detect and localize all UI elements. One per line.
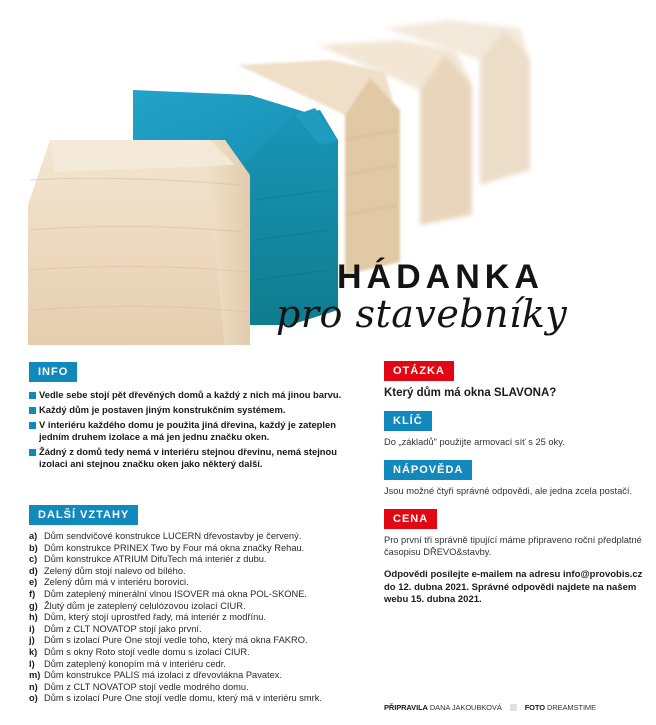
key-section [384,411,649,448]
relation-item: h) Dům, který stojí uprostřed řady, má interiér z modřínu. [29,612,266,623]
hint-label: NÁPOVĚDA [384,460,472,480]
relation-item: i) Dům z CLT NOVATOP stojí jako první. [29,623,202,634]
prize-label: CENA [384,509,437,529]
info-list [29,389,349,470]
info-item: Vedle sebe stojí pět dřevěných domů a každý z nich má jinou barvu. [29,389,349,401]
square-bullet-icon [29,407,36,414]
relation-item: d) Zelený dům stojí nalevo od bílého. [29,565,186,576]
submission-note: Odpovědi posílejte e-mailem na adresu info@provobis.cz do 12. dubna 2021. Správné odpovědi najdete na našem webu 15. dubna 2021. [384,569,643,605]
relation-item: c) Dům konstrukce ATRIUM DifuTech má interiér z dubu. [29,554,267,565]
square-bullet-icon [29,449,36,456]
info-section [29,362,349,473]
page-title: HÁDANKA [337,258,544,296]
relation-item: a) Dům sendvičové konstrukce LUCERN dřevostavby je červený. [29,531,302,541]
info-item: Každý dům je postaven jiným konstrukčním systémem. [29,404,349,416]
credits [384,703,596,712]
question-text: Který dům má okna SLAVONA? [384,387,557,399]
separator-square-icon [510,704,517,711]
question-label: OTÁZKA [384,361,454,381]
relation-item: e) Zelený dům má v interiéru borovici. [29,577,189,588]
prize-text: Pro první tři správně tipující máme připraveno roční předplatné časopisu DŘEVO&stavby. [384,535,642,557]
relation-item: j) Dům s izolací Pure One stojí vedle toho, který má okna FAKRO. [29,635,308,646]
page-subtitle: pro stavebníky [276,292,568,336]
square-bullet-icon [29,392,36,399]
right-column [384,361,649,607]
prepared-label: PŘIPRAVILA [384,703,428,712]
hint-section [384,460,649,497]
relation-item: m) Dům konstrukce PALIS má izolaci z dřevovlákna Pavatex. [29,670,283,681]
relation-item: f) Dům zateplený minerální vlnou ISOVER má okna POL-SKONE. [29,588,308,599]
relation-item: n) Dům z CLT NOVATOP stojí vedle modrého domu. [29,681,249,692]
prize-section [384,509,649,607]
key-text: Do „základů" použijte armovací síť s 25 oky. [384,437,565,447]
question-section [384,361,649,399]
info-label: INFO [29,362,77,382]
relation-item: o) Dům s izolací Pure One stojí vedle domu, který má v interiéru smrk. [29,693,322,704]
info-item: Žádný z domů tedy nemá v interiéru stejnou dřevinu, nemá stejnou izolaci ani stejnou značku oken jako některý další. [29,446,349,470]
relations-list [29,531,349,705]
photo-label: FOTO [524,703,545,712]
relations-section [29,505,349,705]
relation-item: b) Dům konstrukce PRINEX Two by Four má okna značky Rehau. [29,542,305,553]
info-item: V interiéru každého domu je použita jiná dřevina, každý je zateplen jedním druhem izolace a má jen jednu značku oken. [29,419,349,443]
relations-label: DALŠÍ VZTAHY [29,505,138,525]
relation-item: g) Žlutý dům je zateplený celulózovou izolací CIUR. [29,600,246,611]
prepared-name: DANA JAKOUBKOVÁ [429,703,502,712]
hint-text: Jsou možné čtyři správné odpovědi, ale jedna zcela postačí. [384,486,633,496]
key-label: KLÍČ [384,411,432,431]
photo-name: DREAMSTIME [546,703,596,712]
square-bullet-icon [29,422,36,429]
relation-item: k) Dům s okny Roto stojí vedle domu s izolací CIUR. [29,646,250,657]
relation-item: l) Dům zateplený konopím má v interiéru cedr. [29,658,226,669]
